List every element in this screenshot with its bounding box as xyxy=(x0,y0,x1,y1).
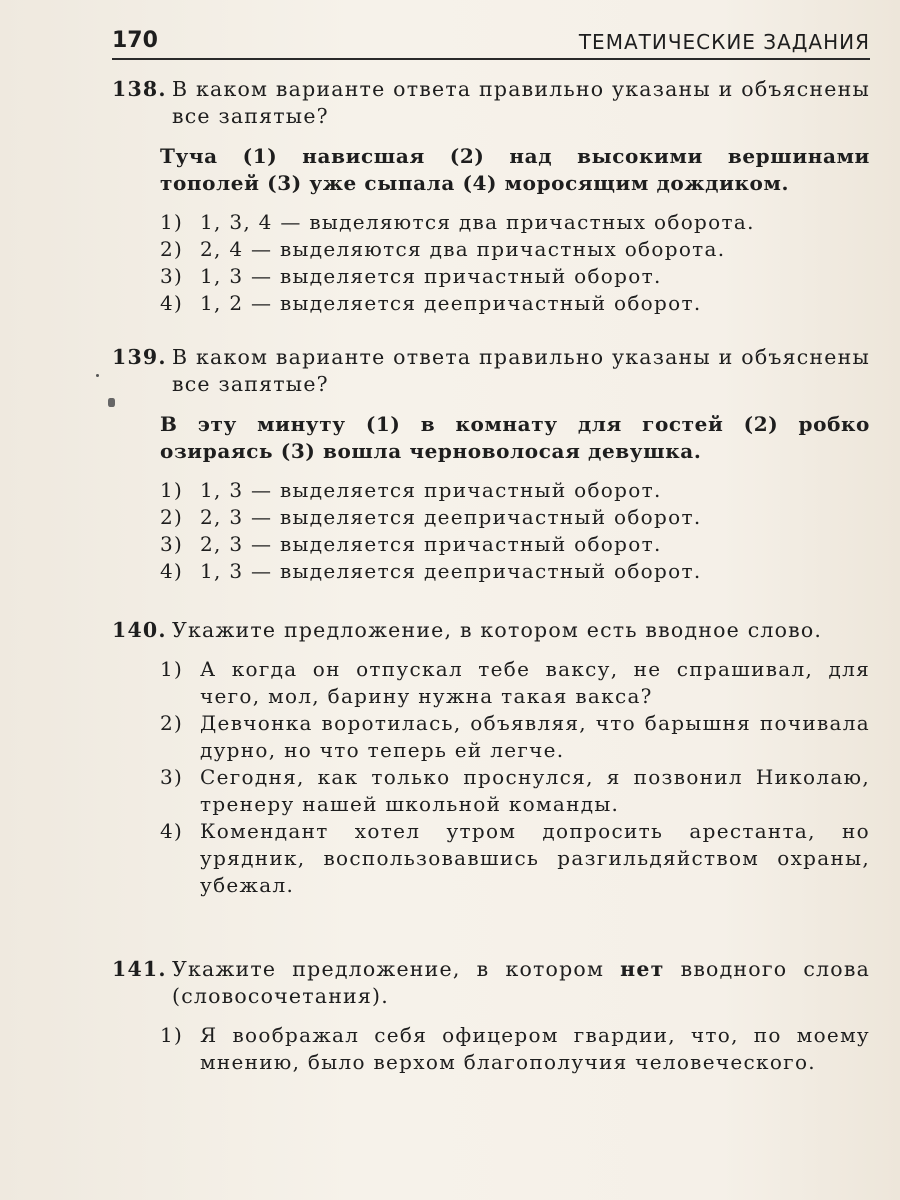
question-emphasis: нет xyxy=(620,957,665,981)
option-text: 1, 3, 4 — выделяются два причастных оборота. xyxy=(200,210,755,234)
option-number: 2) xyxy=(160,237,184,261)
option-number: 1) xyxy=(160,478,184,502)
option-number: 1) xyxy=(160,210,184,234)
answer-option xyxy=(160,764,870,818)
print-speck xyxy=(96,374,99,377)
answer-option xyxy=(160,818,870,899)
print-speck xyxy=(108,398,115,407)
answer-option xyxy=(160,1022,870,1076)
task-number: 138. xyxy=(112,77,167,101)
answer-options xyxy=(160,209,870,317)
option-text: Комендант хотел утром допросить арестанта, но урядник, воспользовавшись разгильдяйством охраны, убежал. xyxy=(200,819,870,897)
answer-option xyxy=(160,504,870,531)
option-text: 2, 3 — выделяется причастный оборот. xyxy=(200,532,662,556)
option-text: 1, 3 — выделяется причастный оборот. xyxy=(200,478,662,502)
option-text: А когда он отпускал тебе ваксу, не спрашивал, для чего, мол, барину нужна такая вакса? xyxy=(200,657,870,708)
answer-option xyxy=(160,656,870,710)
task-139 xyxy=(112,344,870,585)
answer-options xyxy=(160,1022,870,1076)
answer-option xyxy=(160,290,870,317)
option-number: 1) xyxy=(160,1023,184,1047)
task-sentence: Туча (1) нависшая (2) над высокими вершинами тополей (3) уже сыпала (4) моросящим дождиком. xyxy=(160,144,870,195)
task-sentence: В эту минуту (1) в комнату для гостей (2) робко озираясь (3) вошла черноволосая девушка. xyxy=(160,412,870,463)
answer-option xyxy=(160,531,870,558)
option-text: 1, 2 — выделяется деепричастный оборот. xyxy=(200,291,702,315)
answer-option xyxy=(160,263,870,290)
task-question xyxy=(112,956,870,1010)
task-question xyxy=(112,344,870,398)
answer-options xyxy=(160,477,870,585)
task-138 xyxy=(112,76,870,317)
option-text: Сегодня, как только проснулся, я позвонил Николаю, тренеру нашей школьной команды. xyxy=(200,765,870,816)
answer-option xyxy=(160,710,870,764)
answer-options xyxy=(160,656,870,899)
section-title: ТЕМАТИЧЕСКИЕ ЗАДАНИЯ xyxy=(578,30,870,54)
option-number: 4) xyxy=(160,559,184,583)
task-question xyxy=(112,76,870,130)
page-number: 170 xyxy=(112,28,158,53)
option-text: Я воображал себя офицером гвардии, что, по моему мнению, было верхом благополучия человеческого. xyxy=(200,1023,870,1074)
option-text: 1, 3 — выделяется причастный оборот. xyxy=(200,264,662,288)
option-number: 3) xyxy=(160,765,184,789)
page-header xyxy=(112,22,870,60)
answer-option xyxy=(160,236,870,263)
option-number: 1) xyxy=(160,657,184,681)
answer-option xyxy=(160,558,870,585)
option-number: 4) xyxy=(160,819,184,843)
task-question-text: Укажите предложение, в котором есть вводное слово. xyxy=(172,618,823,642)
task-140 xyxy=(112,617,870,899)
question-text-part: Укажите предложение, в котором xyxy=(172,957,621,981)
task-question-text xyxy=(172,956,870,1010)
option-number: 3) xyxy=(160,264,184,288)
task-141 xyxy=(112,956,870,1076)
option-number: 2) xyxy=(160,505,184,529)
task-number: 140. xyxy=(112,618,167,642)
option-number: 4) xyxy=(160,291,184,315)
option-text: 2, 3 — выделяется деепричастный оборот. xyxy=(200,505,702,529)
task-question xyxy=(112,617,870,644)
answer-option xyxy=(160,477,870,504)
option-text: Девчонка воротилась, объявляя, что барышня почивала дурно, но что теперь ей легче. xyxy=(200,711,870,762)
task-number: 141. xyxy=(112,957,167,981)
option-number: 3) xyxy=(160,532,184,556)
option-text: 1, 3 — выделяется деепричастный оборот. xyxy=(200,559,702,583)
task-question-text: В каком варианте ответа правильно указаны и объяснены все запятые? xyxy=(172,77,870,128)
option-number: 2) xyxy=(160,711,184,735)
task-number: 139. xyxy=(112,345,167,369)
task-question-text: В каком варианте ответа правильно указаны и объяснены все запятые? xyxy=(172,345,870,396)
option-text: 2, 4 — выделяются два причастных оборота. xyxy=(200,237,726,261)
question-text-part: вводного слова (словосочетания). xyxy=(172,957,870,1008)
answer-option xyxy=(160,209,870,236)
